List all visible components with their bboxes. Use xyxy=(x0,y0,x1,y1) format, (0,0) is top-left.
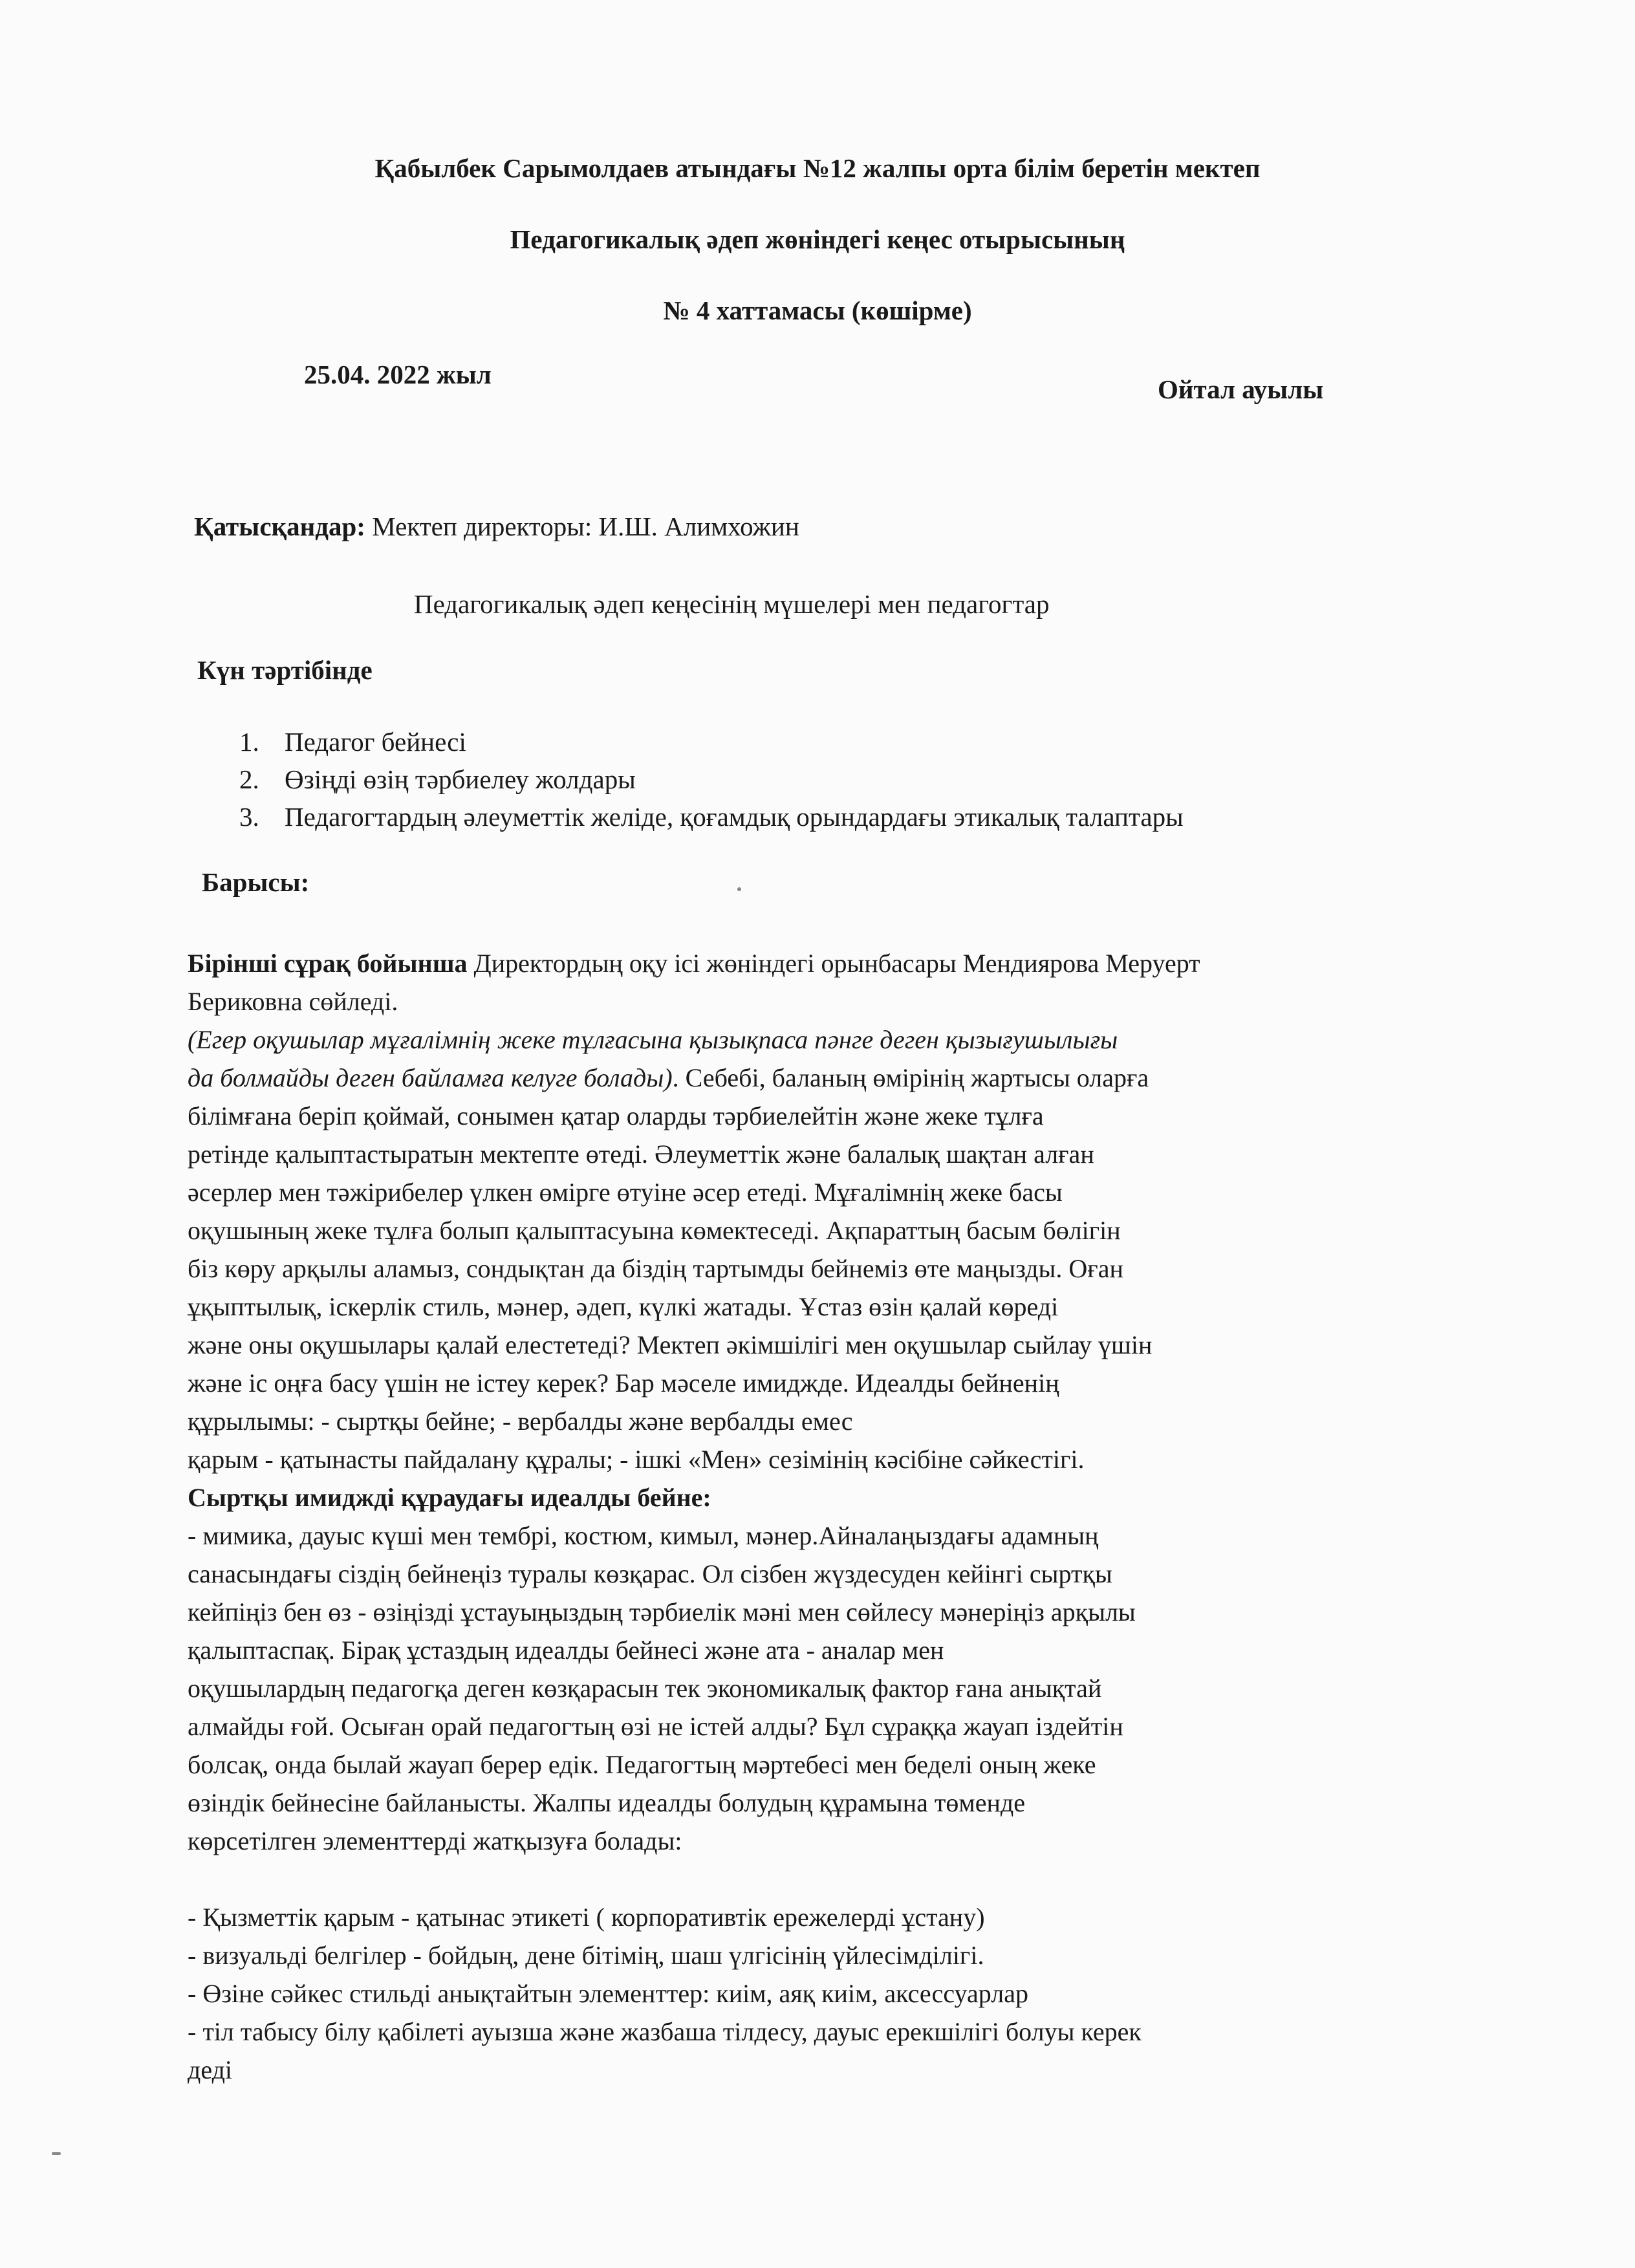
agenda-list xyxy=(239,723,1184,836)
proceedings-heading: Барысы: xyxy=(202,867,310,897)
first-question-label: Бірінші сұрақ бойынша xyxy=(188,949,468,978)
bullet-line: - визуальді белгілер - бойдың, дене бітімің, шаш үлгісінің үйлесімділігі. xyxy=(188,1941,984,1970)
body-line-italic: (Егер оқушылар мұғалімнің жеке тұлғасына қызықпаса пәнге деген қызығушылығы xyxy=(188,1025,1118,1054)
bullet-line: - Өзіне сәйкес стильді анықтайтын элементтер: киім, аяқ киім, аксессуарлар xyxy=(188,1979,1028,2008)
body-line: қалыптаспақ. Бірақ ұстаздың идеалды бейнесі және ата - аналар мен xyxy=(188,1636,944,1665)
body-line: ұқыптылық, іскерлік стиль, мәнер, әдеп, күлкі жатады. Ұстаз өзін қалай көреді xyxy=(188,1292,1059,1321)
protocol-place: Ойтал ауылы xyxy=(1158,374,1324,404)
body-line xyxy=(188,944,1455,982)
participants-line xyxy=(194,511,799,542)
agenda-item-text: Педагогтардың әлеуметтік желіде, қоғамдық орындардағы этикалық талаптары xyxy=(285,802,1184,832)
bullet-line: деді xyxy=(188,2055,233,2084)
body-line: Бериковна сөйледі. xyxy=(188,987,398,1016)
spacer xyxy=(188,1860,1455,1898)
agenda-item-number: 2. xyxy=(239,764,259,794)
participants-text: Мектеп директоры: И.Ш. Алимхожин xyxy=(365,512,799,541)
body-line: ретінде қалыптастыратын мектепте өтеді. Әлеуметтік және балалық шақтан алған xyxy=(188,1139,1094,1169)
proceedings-body xyxy=(188,944,1455,2089)
body-line: - мимика, дауыс күші мен тембрі, костюм, кимыл, мәнер.Айналаңыздағы адамның xyxy=(188,1521,1099,1550)
body-line: оқушылардың педагогқа деген көзқарасын тек экономикалық фактор ғана анықтай xyxy=(188,1674,1102,1703)
body-text: Директордың оқу ісі жөніндегі орынбасары Мендиярова Меруерт xyxy=(467,949,1200,978)
scan-speck xyxy=(52,2152,61,2155)
protocol-title: № 4 хаттамасы (көшірме) xyxy=(663,296,972,325)
body-line: құрылымы: - сыртқы бейне; - вербалды және вербалды емес xyxy=(188,1407,853,1436)
participants-label: Қатысқандар: xyxy=(194,512,365,541)
body-line: көрсетілген элементтерді жатқызуға болады: xyxy=(188,1826,682,1855)
section-heading: Сыртқы имиджді құраудағы идеалды бейне: xyxy=(188,1483,711,1512)
body-line: санасындағы сіздің бейнеңіз туралы көзқарас. Ол сізбен жүздесуден кейінгі сыртқы xyxy=(188,1559,1112,1588)
protocol-date: 25.04. 2022 жыл xyxy=(304,360,492,389)
body-text: . Себебі, баланың өмірінің жартысы оларға xyxy=(672,1063,1149,1092)
agenda-item-number: 3. xyxy=(239,802,259,832)
agenda-item xyxy=(239,723,1184,761)
scan-speck xyxy=(737,887,741,891)
body-line: кейпіңіз бен өз - өзіңізді ұстауыңыздың тәрбиелік мәні мен сөйлесу мәнеріңіз арқылы xyxy=(188,1597,1136,1626)
body-line: болсақ, онда былай жауап берер едік. Педагогтың мәртебесі мен беделі оның жеке xyxy=(188,1750,1096,1779)
agenda-item-text: Өзіңді өзің тәрбиелеу жолдары xyxy=(285,764,636,794)
body-line: әсерлер мен тәжірибелер үлкен өмірге өтуіне әсер етеді. Мұғалімнің жеке басы xyxy=(188,1178,1063,1207)
agenda-item xyxy=(239,798,1184,836)
participants-members: Педагогикалық әдеп кеңесінің мүшелері мен педагогтар xyxy=(414,589,1050,619)
body-line: алмайды ғой. Осыған орай педагогтың өзі не істей алды? Бұл сұраққа жауап іздейтін xyxy=(188,1712,1123,1741)
body-line: қарым - қатынасты пайдалану құралы; - ішкі «Мен» сезімінің кәсібіне сәйкестігі. xyxy=(188,1445,1085,1474)
bullet-line: - Қызметтік қарым - қатынас этикеті ( корпоративтік ережелерді ұстану) xyxy=(188,1903,985,1932)
body-italic-text: да болмайды деген байламға келуге болады) xyxy=(188,1063,673,1092)
body-line xyxy=(188,1059,1455,1097)
body-line: және іс оңға басу үшін не істеу керек? Бар мәселе имиджде. Идеалды бейненің xyxy=(188,1368,1059,1398)
school-title: Қабылбек Сарымолдаев атындағы №12 жалпы орта білім беретін мектеп xyxy=(374,153,1261,183)
agenda-heading: Күн тәртібінде xyxy=(197,655,373,685)
agenda-item-text: Педагог бейнесі xyxy=(285,727,466,757)
council-title: Педагогикалық әдеп жөніндегі кеңес отырысының xyxy=(510,224,1125,254)
agenda-item xyxy=(239,761,1184,798)
agenda-item-number: 1. xyxy=(239,727,259,757)
body-line: білімғана беріп қоймай, сонымен қатар оларды тәрбиелейтін және жеке тұлға xyxy=(188,1101,1044,1130)
body-line: біз көру арқылы аламыз, сондықтан да біздің тартымды бейнеміз өте маңызды. Оған xyxy=(188,1254,1123,1283)
bullet-line: - тіл табысу білу қабілеті ауызша және жазбаша тілдесу, дауыс ерекшілігі болуы керек xyxy=(188,2017,1142,2046)
body-line: және оны оқушылары қалай елестетеді? Мектеп әкімшілігі мен оқушылар сыйлау үшін xyxy=(188,1330,1153,1359)
body-line: оқушының жеке тұлға болып қалыптасуына көмектеседі. Ақпараттың басым бөлігін xyxy=(188,1216,1121,1245)
body-line: өзіндік бейнесіне байланысты. Жалпы идеалды болудың құрамына төменде xyxy=(188,1788,1025,1817)
